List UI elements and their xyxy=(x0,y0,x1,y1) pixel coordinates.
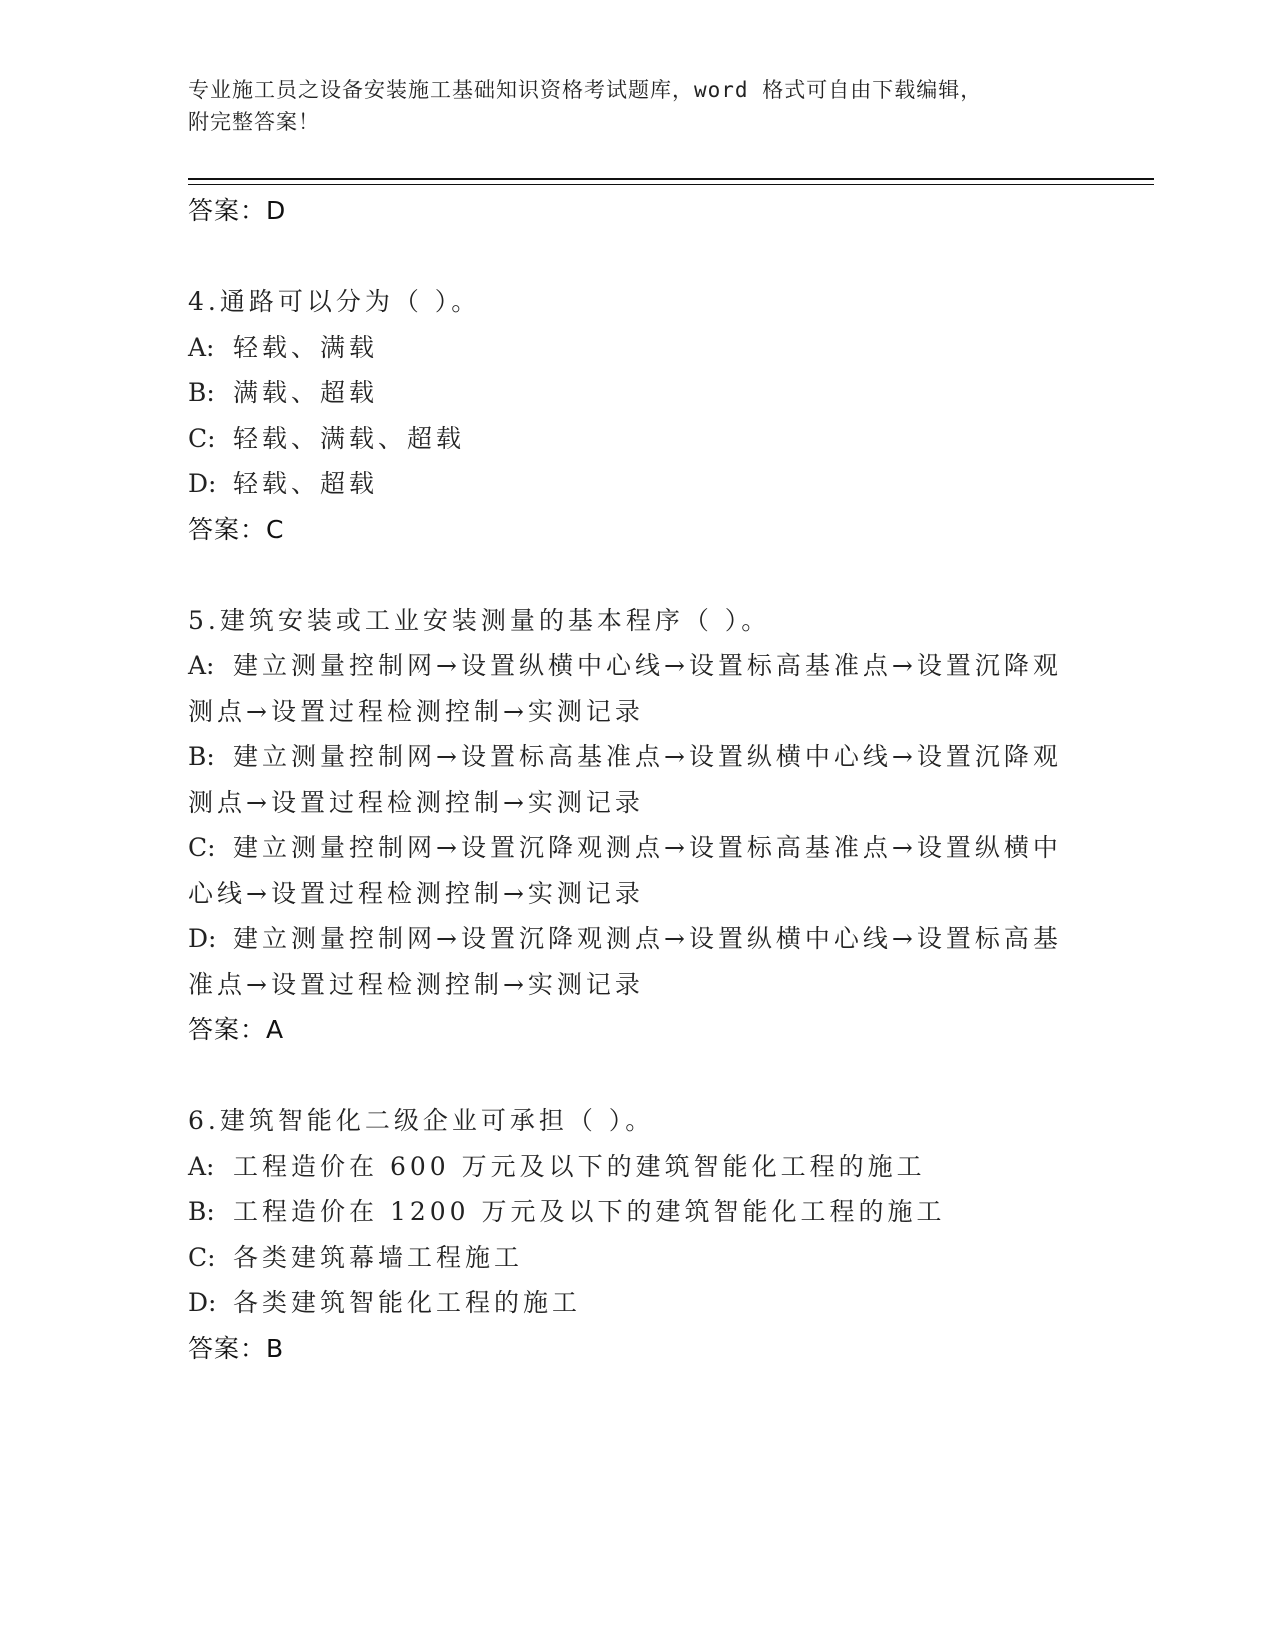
option-text: 建立测量控制网→设置沉降观测点→设置纵横中心线→设置标高基 xyxy=(233,924,1062,953)
document-header xyxy=(188,74,1068,138)
option-label: D: xyxy=(188,924,217,953)
option-a xyxy=(188,643,1088,689)
question-answer: 答案：C xyxy=(188,514,285,544)
question-stem: 4.通路可以分为（ ）。 xyxy=(188,287,481,316)
question-stem: 6.建筑智能化二级企业可承担（ ）。 xyxy=(188,1106,655,1135)
question-stem: 5.建筑安装或工业安装测量的基本程序（ ）。 xyxy=(188,605,771,635)
option-c-continued: 心线→设置过程检测控制→实测记录 xyxy=(188,878,644,908)
option-label: A: xyxy=(188,651,215,680)
option-b xyxy=(188,734,1088,780)
spacer xyxy=(188,233,1088,279)
option-label: A: xyxy=(188,1151,215,1181)
option-a-continued: 测点→设置过程检测控制→实测记录 xyxy=(188,696,644,726)
option-text: 各类建筑幕墙工程施工 xyxy=(233,1242,524,1272)
option-label: B: xyxy=(188,742,215,771)
option-text: 轻载、超载 xyxy=(233,469,379,498)
option-a xyxy=(188,1144,1088,1190)
option-label: D: xyxy=(188,1288,217,1317)
question-6 xyxy=(188,1098,1088,1371)
question-list xyxy=(188,188,1088,1371)
option-text: 建立测量控制网→设置标高基准点→设置纵横中心线→设置沉降观 xyxy=(233,742,1062,771)
option-label: B: xyxy=(188,378,215,407)
spacer xyxy=(188,1052,1088,1098)
option-text: 满载、超载 xyxy=(233,378,379,407)
option-text: 建立测量控制网→设置纵横中心线→设置标高基准点→设置沉降观 xyxy=(233,651,1062,680)
option-label: C: xyxy=(188,1242,216,1272)
option-d xyxy=(188,461,1088,507)
option-label: C: xyxy=(188,423,216,453)
option-text: 建立测量控制网→设置沉降观测点→设置标高基准点→设置纵横中 xyxy=(233,833,1062,862)
option-d xyxy=(188,916,1088,962)
spacer xyxy=(188,552,1088,598)
option-b xyxy=(188,370,1088,416)
question-4 xyxy=(188,279,1088,552)
header-line-1: 专业施工员之设备安装施工基础知识资格考试题库，word 格式可自由下载编辑， xyxy=(188,78,983,102)
option-b xyxy=(188,1189,1088,1235)
option-c xyxy=(188,416,1088,462)
option-c xyxy=(188,825,1088,871)
previous-answer: 答案：D xyxy=(188,196,287,225)
header-divider-thick xyxy=(188,178,1154,180)
option-text: 工程造价在 1200 万元及以下的建筑智能化工程的施工 xyxy=(233,1197,946,1226)
option-text: 轻载、满载、超载 xyxy=(233,423,466,453)
question-answer: 答案：B xyxy=(188,1333,285,1363)
question-answer: 答案：A xyxy=(188,1015,285,1044)
header-line-2: 附完整答案！ xyxy=(188,110,320,134)
option-c xyxy=(188,1235,1088,1281)
option-text: 各类建筑智能化工程的施工 xyxy=(233,1288,582,1317)
option-label: B: xyxy=(188,1197,215,1226)
option-text: 轻载、满载 xyxy=(233,332,379,362)
option-b-continued: 测点→设置过程检测控制→实测记录 xyxy=(188,787,644,817)
option-text: 工程造价在 600 万元及以下的建筑智能化工程的施工 xyxy=(233,1151,926,1181)
option-label: D: xyxy=(188,469,217,498)
option-label: A: xyxy=(188,332,215,362)
option-label: C: xyxy=(188,833,216,862)
option-d-continued: 准点→设置过程检测控制→实测记录 xyxy=(188,969,644,999)
header-divider-thin xyxy=(188,184,1154,185)
question-5 xyxy=(188,598,1088,1053)
option-a xyxy=(188,325,1088,371)
option-d xyxy=(188,1280,1088,1326)
